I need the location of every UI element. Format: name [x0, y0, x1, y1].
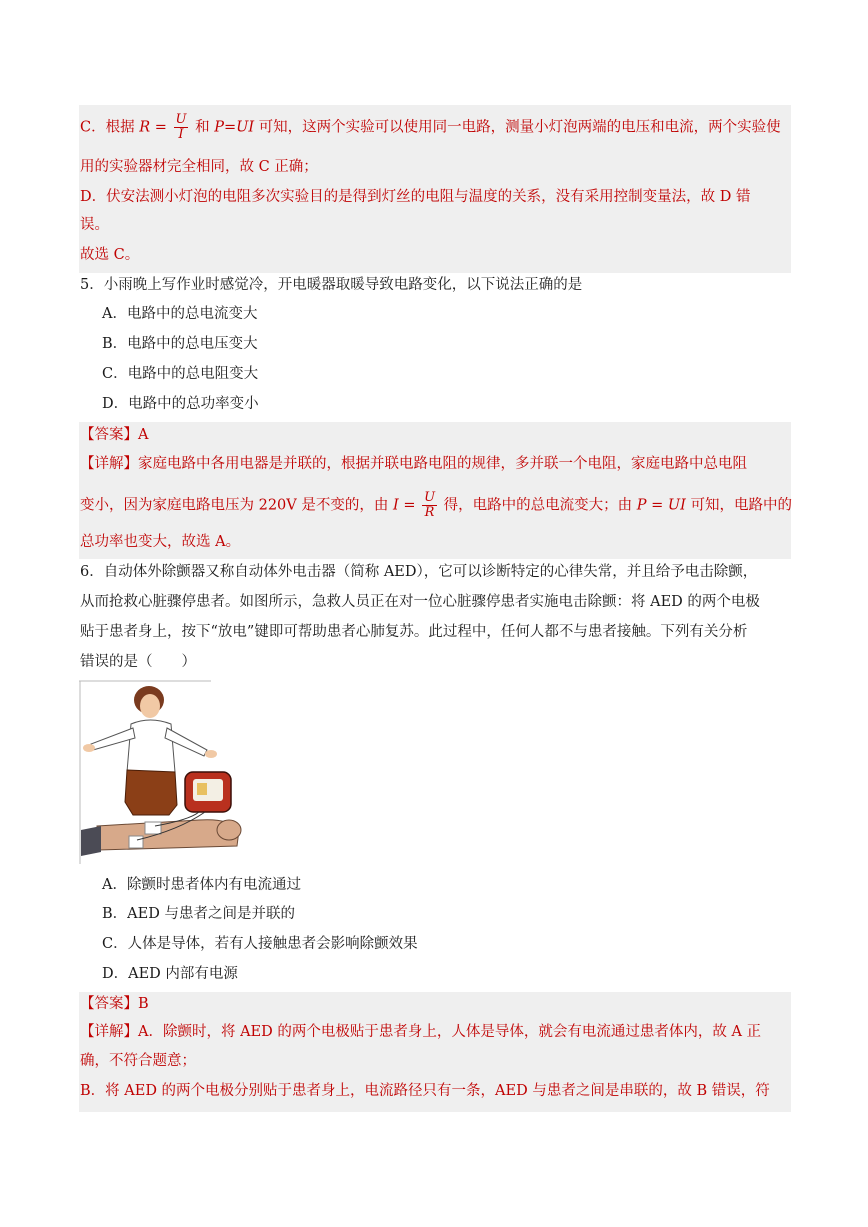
q6-detail-line1: 【详解】A．除颤时，将 AED 的两个电极贴于患者身上，人体是导体，就会有电流通过患者体内，故 A 正 [80, 1024, 762, 1040]
q6-option-b: B．AED 与患者之间是并联的 [102, 906, 295, 922]
prev-answer-d-line2: 误。 [80, 217, 109, 233]
q6-detail-line3: B．将 AED 的两个电极分别贴于患者身上，电流路径只有一条，AED 与患者之间是串联的，故 B 错误，符 [80, 1083, 770, 1099]
prev-answer-d-line1: D．伏安法测小灯泡的电阻多次实验目的是得到灯丝的电阻与温度的关系，没有采用控制变量法，故 D 错 [80, 189, 751, 205]
q6-stem-line3: 贴于患者身上，按下“放电”键即可帮助患者心肺复苏。此过程中，任何人都不与患者接触。下列有关分析 [80, 624, 748, 640]
q6-option-c: C．人体是导体，若有人接触患者会影响除颤效果 [102, 936, 418, 952]
q6-stem-line1: 6．自动体外除颤器又称自动体外电击器（简称 AED），它可以诊断特定的心律失常，并且给予电击除颤， [80, 564, 758, 580]
q5-detail-line3: 总功率也变大，故选 A。 [80, 534, 241, 550]
q6-option-d: D．AED 内部有电源 [102, 966, 238, 982]
prev-answer-c-line1: C．根据 R = $\frac{U}{I}$ 和 P=UI 可知，这两个实验可以使用同一电路，测量小灯泡两端的电压和电流，两个实验使 [80, 112, 781, 142]
q5-stem: 5．小雨晚上写作业时感觉冷，开电暖器取暖导致电路变化，以下说法正确的是 [80, 277, 583, 293]
q5-answer: 【答案】A [80, 427, 149, 443]
q5-option-d: D．电路中的总功率变小 [102, 396, 259, 412]
q6-stem-line2: 从而抢救心脏骤停患者。如图所示，急救人员正在对一位心脏骤停患者实施电击除颤：将 AED 的两个电极 [80, 594, 760, 610]
q5-detail-line2: 变小，因为家庭电路电压为 220V 是不变的，由 I = $\frac{U}{R}$ 得，电路中的总电流变大；由 P = UI 可知，电路中的 [80, 490, 792, 520]
q6-stem-line4: 错误的是（ ） [80, 654, 196, 670]
fraction-u-over-i: $\frac{U}{I}$ [175, 112, 187, 142]
fraction-u-over-r: $\frac{U}{R}$ [424, 490, 436, 520]
q5-option-a: A．电路中的总电流变大 [102, 306, 258, 322]
q6-option-a: A．除颤时患者体内有电流通过 [102, 877, 301, 893]
q5-option-c: C．电路中的总电阻变大 [102, 366, 259, 382]
prev-answer-conclusion: 故选 C。 [80, 247, 140, 263]
q5-option-b: B．电路中的总电压变大 [102, 336, 258, 352]
aed-rescue-illustration [79, 680, 255, 864]
q6-answer: 【答案】B [80, 996, 149, 1012]
prev-answer-c-line2: 用的实验器材完全相同，故 C 正确； [80, 159, 318, 175]
q6-detail-line2: 确，不符合题意； [80, 1053, 196, 1069]
q5-detail-line1: 【详解】家庭电路中各用电器是并联的，根据并联电路电阻的规律，多并联一个电阻，家庭电路中总电阻 [80, 456, 747, 472]
